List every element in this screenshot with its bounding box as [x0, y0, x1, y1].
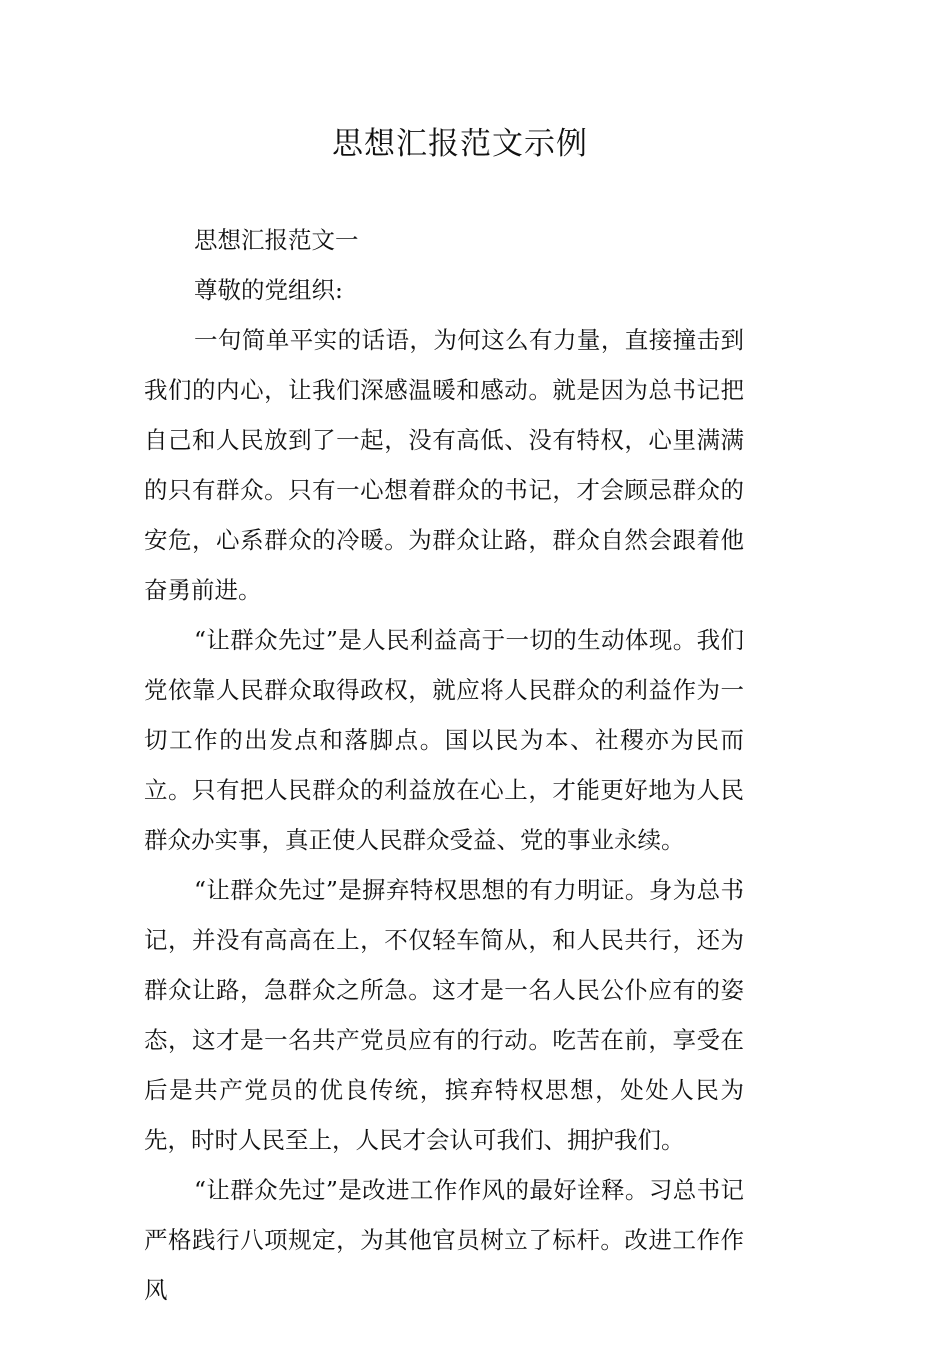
paragraph: 一句简单平实的话语，为何这么有力量，直接撞击到我们的内心，让我们深感温暖和感动。就是因为总书记把自己和人民放到了一起，没有高低、没有特权，心里满满的只有群众。只有一心想着群众的书记，才会顾忌群众的安危，心系群众的冷暖。为群众让路，群众自然会跟着他奋勇前进。 — [144, 326, 744, 604]
salutation: 尊敬的党组织: — [194, 276, 343, 304]
paragraph: “让群众先过”是摒弃特权思想的有力明证。身为总书记，并没有高高在上，不仅轻车简从，和人民共行，还为群众让路，急群众之所急。这才是一名人民公仆应有的姿态，这才是一名共产党员应有的行动。吃苦在前，享受在后是共产党员的优良传统，摈弃特权思想，处处人民为先，时时人民至上，人民才会认可我们、拥护我们。 — [144, 876, 744, 1154]
document-body — [144, 215, 744, 1315]
document-title: 思想汇报范文示例 — [332, 126, 588, 162]
paragraph: “让群众先过”是改进工作作风的最好诠释。习总书记严格践行八项规定，为其他官员树立了标杆。改进工作作风 — [144, 1176, 744, 1304]
paragraph: “让群众先过”是人民利益高于一切的生动体现。我们党依靠人民群众取得政权，就应将人民群众的利益作为一切工作的出发点和落脚点。国以民为本、社稷亦为民而立。只有把人民群众的利益放在心上，才能更好地为人民群众办实事，真正使人民群众受益、党的事业永续。 — [144, 626, 744, 854]
subheading: 思想汇报范文一 — [194, 226, 359, 254]
